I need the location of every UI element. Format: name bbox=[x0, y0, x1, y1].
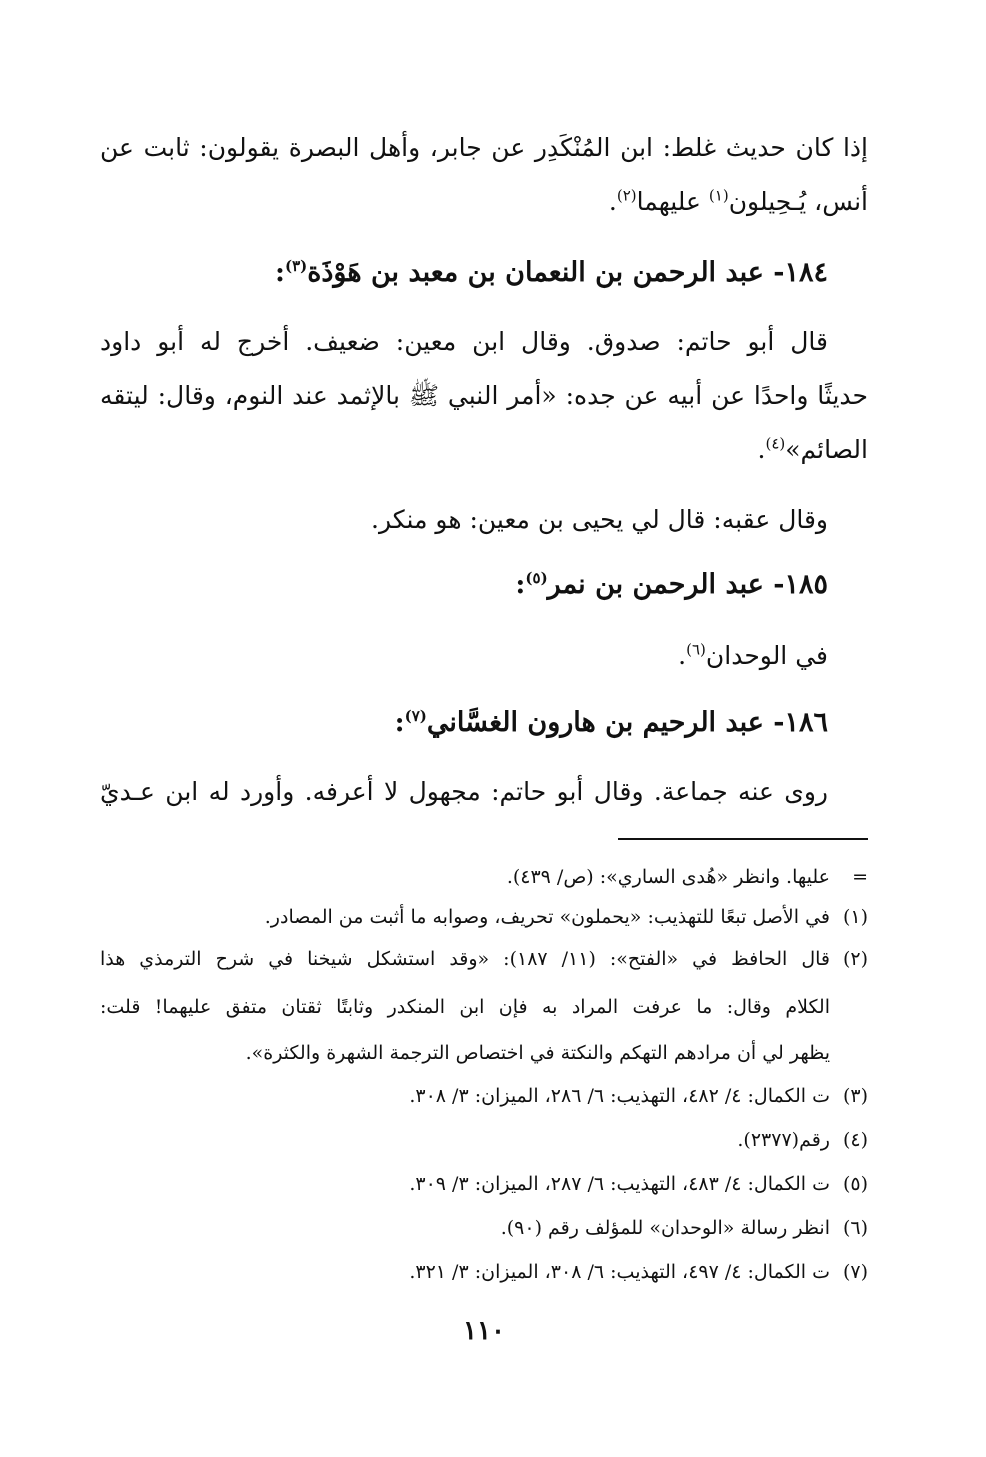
footnote-1 bbox=[100, 902, 868, 932]
entry-heading-184 bbox=[100, 252, 828, 294]
footnote-number: (١) bbox=[842, 906, 868, 928]
entry-heading-185 bbox=[100, 564, 828, 606]
footnote-ref-5: (٥) bbox=[525, 569, 548, 587]
page-number: ١١٠ bbox=[463, 1316, 505, 1346]
paragraph-1-line-1: إذا كان حديث غلط: ابن المُنْكَدِر عن جابر، وأهل البصرة يقولون: ثابت عن bbox=[100, 133, 868, 162]
footnote-divider bbox=[618, 838, 868, 840]
footnote-number: (٥) bbox=[842, 1173, 868, 1195]
footnote-number: (٢) bbox=[842, 948, 868, 970]
footnote-6 bbox=[100, 1213, 868, 1243]
text-segment: . bbox=[757, 435, 766, 464]
footnote-2-line-1 bbox=[100, 944, 868, 974]
text-segment: . bbox=[608, 187, 617, 216]
footnote-text: ت الكمال: ٤/ ٤٨٢، التهذيب: ٦/ ٢٨٦، الميزان: ٣/ ٣٠٨. bbox=[409, 1085, 830, 1107]
footnote-ref-2: (٢) bbox=[616, 186, 637, 205]
footnote-4 bbox=[100, 1125, 868, 1155]
text-segment: . bbox=[678, 641, 687, 670]
footnote-number: (٧) bbox=[842, 1261, 868, 1283]
text-segment: أنس، يُـحِيلون bbox=[728, 187, 868, 216]
footnote-ref-1: (١) bbox=[708, 186, 729, 205]
footnote-text: عليها. وانظر «هُدى الساري»: (ص/ ٤٣٩). bbox=[506, 866, 830, 888]
paragraph-4 bbox=[100, 636, 828, 676]
entry-heading-186 bbox=[100, 702, 828, 744]
footnote-5 bbox=[100, 1169, 868, 1199]
footnote-number: (٤) bbox=[842, 1129, 868, 1151]
footnote-ref-6: (٦) bbox=[686, 640, 706, 659]
heading-text: ١٨٦- عبد الرحيم بن هارون الغسَّاني bbox=[426, 707, 828, 738]
footnote-continuation bbox=[100, 862, 868, 892]
footnote-ref-7: (٧) bbox=[404, 707, 427, 725]
footnote-text: في الأصل تبعًا للتهذيب: «يحملون» تحريف، وصوابه ما أثبت من المصادر. bbox=[264, 906, 830, 928]
paragraph-2-line-2: حديثًا واحدًا عن أبيه عن جده: «أمر النبي ﷺ بالإثمد عند النوم، وقال: ليتقه bbox=[100, 381, 868, 410]
footnote-7 bbox=[100, 1257, 868, 1287]
footnote-2-line-2: الكلام وقال: ما عرفت المراد به فإن ابن المنكدر وثابتًا ثقتان متفق عليهما! قلت: bbox=[100, 996, 830, 1018]
book-page bbox=[100, 0, 868, 1457]
footnote-ref-3: (٣) bbox=[284, 257, 308, 275]
footnote-text: ت الكمال: ٤/ ٤٩٧، التهذيب: ٦/ ٣٠٨، الميزان: ٣/ ٣٢١. bbox=[409, 1261, 830, 1283]
continuation-mark: = bbox=[852, 866, 868, 888]
paragraph-2-line-1: قال أبو حاتم: صدوق. وقال ابن معين: ضعيف. أخرج له أبو داود bbox=[100, 327, 828, 356]
footnote-2-line-3: يظهر لي أن مرادهم التهكم والنكتة في اختصاص الترجمة الشهرة والكثرة». bbox=[245, 1042, 830, 1064]
text-segment: في الوحدان bbox=[705, 641, 828, 670]
heading-colon: : bbox=[274, 257, 285, 288]
footnote-text: ت الكمال: ٤/ ٤٨٣، التهذيب: ٦/ ٢٨٧، الميزان: ٣/ ٣٠٩. bbox=[409, 1173, 830, 1195]
footnote-number: (٣) bbox=[842, 1085, 868, 1107]
footnote-text: انظر رسالة «الوحدان» للمؤلف رقم (٩٠). bbox=[500, 1217, 830, 1239]
text-segment: عليهما bbox=[636, 187, 709, 216]
heading-colon: : bbox=[515, 569, 526, 600]
footnote-ref-4: (٤) bbox=[765, 434, 786, 453]
footnote-number: (٦) bbox=[842, 1217, 868, 1239]
paragraph-2-line-3 bbox=[100, 430, 868, 470]
footnote-text: قال الحافظ في «الفتح»: (١١/ ١٨٧): «وقد استشكل شيخنا في شرح الترمذي هذا bbox=[100, 948, 830, 970]
heading-text: ١٨٥- عبد الرحمن بن نمر bbox=[547, 569, 828, 600]
paragraph-1-line-2 bbox=[100, 182, 868, 222]
paragraph-3: وقال عقبه: قال لي يحيى بن معين: هو منكر. bbox=[371, 505, 828, 534]
footnote-3 bbox=[100, 1081, 868, 1111]
footnote-text: رقم(٢٣٧٧). bbox=[737, 1129, 830, 1151]
heading-colon: : bbox=[394, 707, 405, 738]
paragraph-5: روى عنه جماعة. وقال أبو حاتم: مجهول لا أعرفه. وأورد له ابن عـديّ bbox=[100, 777, 828, 806]
heading-text: ١٨٤- عبد الرحمن بن النعمان بن معبد بن هَوْذَة bbox=[307, 257, 828, 288]
text-segment: الصائم» bbox=[785, 435, 868, 464]
